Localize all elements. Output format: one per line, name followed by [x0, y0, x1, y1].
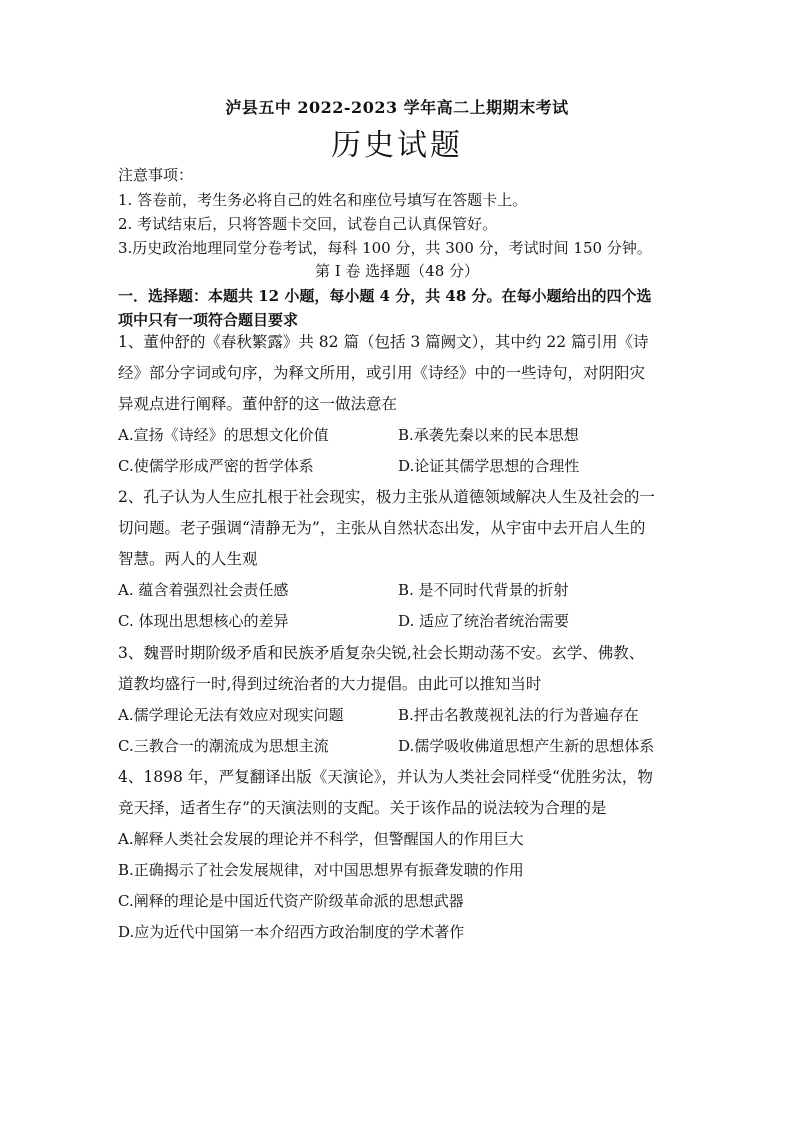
- question-2-text: 2、孔子认为人生应扎根于社会现实，极力主张从道德领域解决人生及社会的一: [118, 488, 655, 506]
- note-item: 1. 答卷前，考生务必将自己的姓名和座位号填写在答题卡上。: [118, 191, 528, 209]
- question-2-option-b: B. 是不同时代背景的折射: [398, 581, 569, 599]
- note-item: 3.历史政治地理同堂分卷考试，每科 100 分，共 300 分，考试时间 150 分钟。: [118, 239, 652, 257]
- section-instruction: 项中只有一项符合题目要求: [118, 311, 299, 329]
- notes-heading: 注意事项：: [118, 166, 194, 184]
- question-1-option-b: B.承袭先秦以来的民本思想: [398, 426, 579, 444]
- question-2-text: 切问题。老子强调“清静无为”，主张从自然状态出发，从宇宙中去开启人生的: [118, 519, 646, 537]
- question-3-option-c: C.三教合一的潮流成为思想主流: [118, 737, 329, 755]
- question-1-option-a: A.宣扬《诗经》的思想文化价值: [118, 426, 329, 444]
- question-4-option-b: B.正确揭示了社会发展规律，对中国思想界有振聋发聩的作用: [118, 861, 524, 879]
- question-4-text: 4、1898 年，严复翻译出版《天演论》，并认为人类社会同样受“优胜劣汰，物: [118, 768, 653, 786]
- section-instruction: 一．选择题：本题共 12 小题，每小题 4 分，共 48 分。在每小题给出的四个选: [118, 287, 652, 305]
- question-4-option-d: D.应为近代中国第一本介绍西方政治制度的学术著作: [118, 923, 465, 941]
- question-3-text: 道教均盛行一时,得到过统治者的大力提倡。由此可以推知当时: [118, 675, 542, 693]
- question-1-text: 异观点进行阐释。董仲舒的这一做法意在: [118, 395, 398, 413]
- question-2-option-c: C. 体现出思想核心的差异: [118, 612, 289, 630]
- question-1-text: 经》部分字词或句序，为释文所用，或引用《诗经》中的一些诗句，对阴阳灾: [118, 364, 646, 382]
- exam-subtitle: 泸县五中 2022-2023 学年高二上期期末考试: [225, 98, 569, 117]
- question-1-option-c: C.使儒学形成严密的哲学体系: [118, 457, 314, 475]
- question-3-option-a: A.儒学理论无法有效应对现实问题: [118, 706, 344, 724]
- question-1-text: 1、董仲舒的《春秋繁露》共 82 篇（包括 3 篇阙文），其中约 22 篇引用《诗: [118, 333, 649, 351]
- question-3-option-b: B.抨击名教蔑视礼法的行为普遍存在: [398, 706, 639, 724]
- question-2-option-a: A. 蕴含着强烈社会责任感: [118, 581, 289, 599]
- question-2-option-d: D. 适应了统治者统治需要: [398, 612, 570, 630]
- section-label: 第 I 卷 选择题（48 分）: [314, 262, 480, 280]
- question-2-text: 智慧。两人的人生观: [118, 550, 258, 568]
- question-3-text: 3、魏晋时期阶级矛盾和民族矛盾复杂尖锐,社会长期动荡不安。玄学、佛教、: [118, 644, 645, 662]
- note-item: 2. 考试结束后，只将答题卡交回，试卷自己认真保管好。: [118, 215, 498, 233]
- question-4-option-a: A.解释人类社会发展的理论并不科学，但警醒国人的作用巨大: [118, 830, 524, 848]
- question-4-option-c: C.阐释的理论是中国近代资产阶级革命派的思想武器: [118, 892, 464, 910]
- question-1-option-d: D.论证其儒学思想的合理性: [398, 457, 580, 475]
- exam-title: 历史试题: [331, 128, 463, 163]
- question-3-option-d: D.儒学吸收佛道思想产生新的思想体系: [398, 737, 655, 755]
- question-4-text: 竞天择，适者生存”的天演法则的支配。关于该作品的说法较为合理的是: [118, 799, 607, 817]
